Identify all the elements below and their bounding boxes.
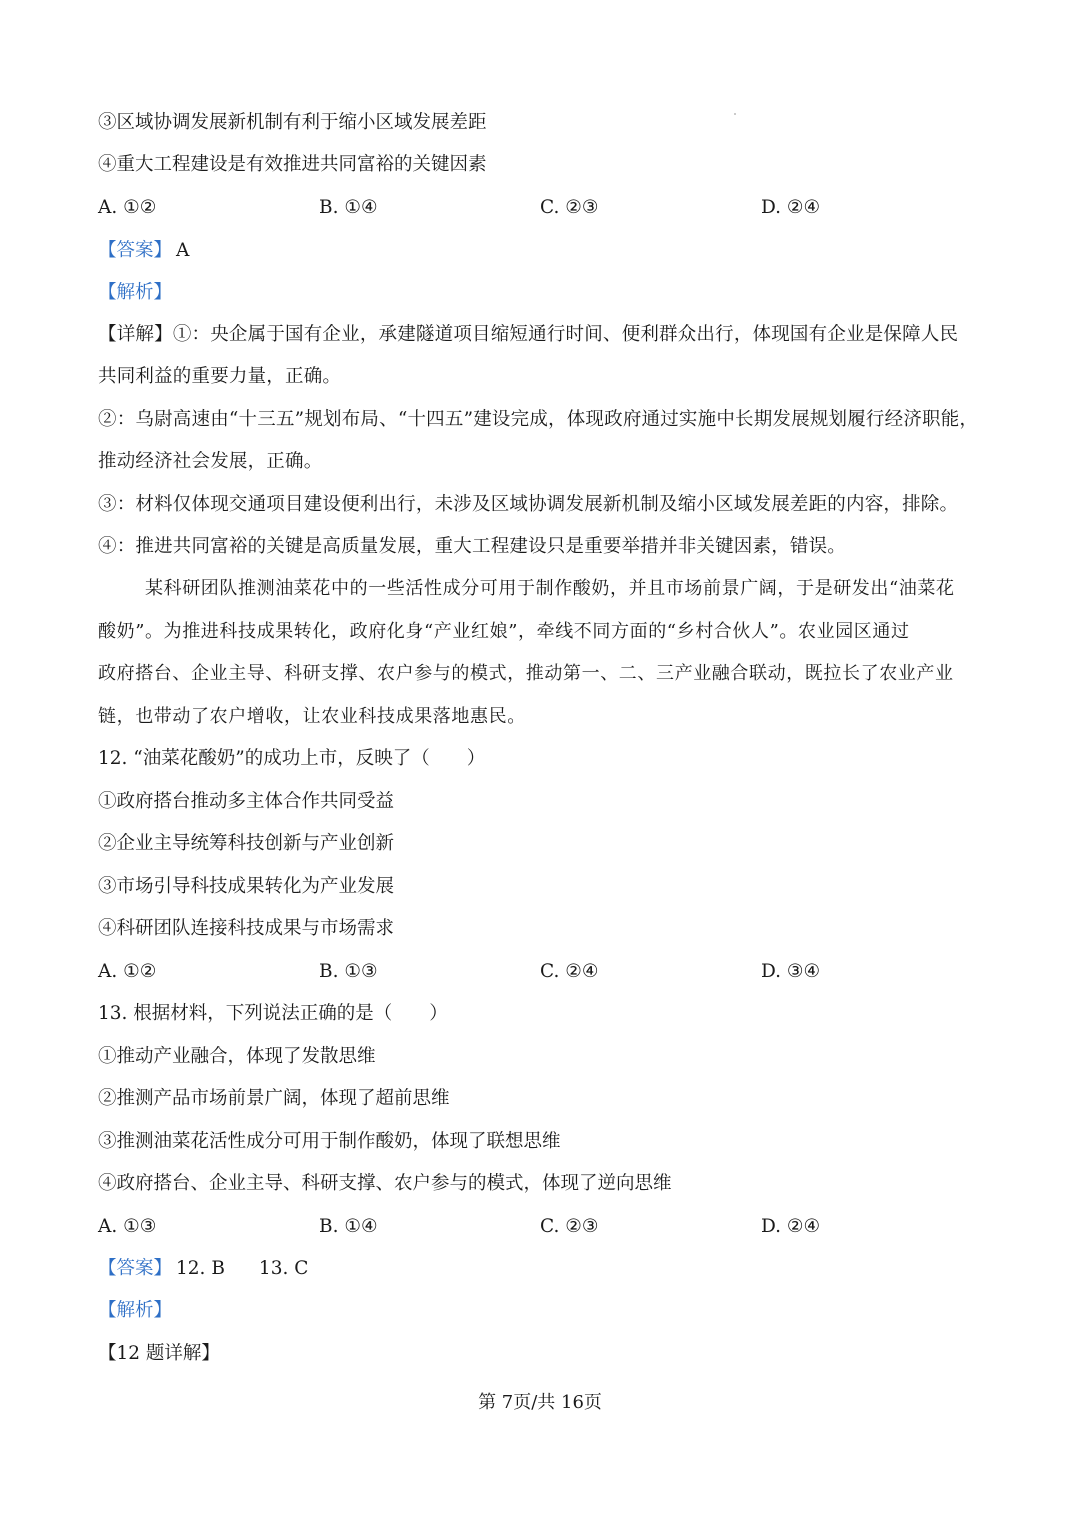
option-a: A. ①②	[98, 961, 157, 982]
detail-line-4: 推动经济社会发展，正确。	[98, 451, 323, 472]
option-a: A. ①②	[98, 197, 157, 218]
option-b: B. ①③	[319, 961, 378, 982]
detail-line-5: ③：材料仅体现交通项目建设便利出行，未涉及区域协调发展新机制及缩小区域发展差距的内容，排除。	[98, 494, 959, 515]
option-c: C. ②③	[540, 197, 599, 218]
analysis-tag-2: 【解析】	[98, 1300, 173, 1321]
material-line-1: 某科研团队推测油菜花中的一些活性成分可用于制作酸奶，并且市场前景广阔，于是研发出“油菜花	[145, 578, 955, 599]
q13-statement-2: ②推测产品市场前景广阔，体现了超前思维	[98, 1088, 450, 1109]
option-c: C. ②④	[540, 961, 599, 982]
option-b: B. ①④	[319, 1216, 378, 1237]
option-a: A. ①③	[98, 1216, 157, 1237]
q13-question: 13. 根据材料，下列说法正确的是（ ）	[98, 1003, 448, 1024]
detail-tag: 【详解】	[98, 324, 173, 345]
q13-statement-1: ①推动产业融合，体现了发散思维	[98, 1046, 376, 1067]
statement-4: ④重大工程建设是有效推进共同富裕的关键因素	[98, 154, 487, 175]
q12-options	[98, 959, 998, 985]
detail-line-6: ④：推进共同富裕的关键是高质量发展，重大工程建设只是重要举措并非关键因素，错误。	[98, 536, 847, 557]
answer-tag: 【答案】	[98, 240, 173, 261]
q13-options	[98, 1214, 998, 1240]
answer-tag: 【答案】	[98, 1258, 173, 1279]
q12-detail-heading: 【12 题详解】	[98, 1343, 220, 1364]
q11-options	[98, 195, 998, 221]
q12-statement-1: ①政府搭台推动多主体合作共同受益	[98, 791, 395, 812]
q13-statement-4: ④政府搭台、企业主导、科研支撑、农户参与的模式，体现了逆向思维	[98, 1173, 672, 1194]
q12-question: 12. “油菜花酸奶”的成功上市，反映了（ ）	[98, 748, 486, 769]
option-d: D. ②④	[761, 1216, 821, 1237]
answer-12: 12. B	[176, 1258, 225, 1279]
q13-statement-3: ③推测油菜花活性成分可用于制作酸奶，体现了联想思维	[98, 1131, 561, 1152]
detail-text: ①：央企属于国有企业，承建隧道项目缩短通行时间、便利群众出行，体现国有企业是保障人民	[172, 324, 959, 345]
material-line-4: 链，也带动了农户增收，让农业科技成果落地惠民。	[98, 706, 526, 727]
option-d: D. ②④	[761, 197, 821, 218]
q12-statement-3: ③市场引导科技成果转化为产业发展	[98, 876, 395, 897]
material-line-3: 政府搭台、企业主导、科研支撑、农户参与的模式，推动第一、二、三产业融合联动，既拉长了农业产业	[98, 663, 954, 684]
q11-answer	[98, 238, 998, 264]
analysis-tag: 【解析】	[98, 282, 173, 303]
detail-line-2: 共同利益的重要力量，正确。	[98, 366, 342, 387]
q12-13-answers	[98, 1256, 998, 1282]
option-c: C. ②③	[540, 1216, 599, 1237]
option-d: D. ③④	[761, 961, 821, 982]
option-b: B. ①④	[319, 197, 378, 218]
answer-value: A	[176, 240, 190, 261]
statement-3: ③区域协调发展新机制有利于缩小区域发展差距	[98, 112, 487, 133]
material-line-2: 酸奶”。为推进科技成果转化，政府化身“产业红娘”，牵线不同方面的“乡村合伙人”。农业园区通过	[98, 621, 910, 642]
detail-line-3: ②：乌尉高速由“十三五”规划布局、“十四五”建设完成，体现政府通过实施中长期发展规划履行经济职能，	[98, 409, 979, 430]
page-footer: 第 7页/共 16页	[478, 1392, 602, 1413]
q12-statement-2: ②企业主导统筹科技创新与产业创新	[98, 833, 395, 854]
detail-line-1	[98, 322, 998, 348]
answer-13: 13. C	[258, 1258, 309, 1279]
q12-statement-4: ④科研团队连接科技成果与市场需求	[98, 918, 395, 939]
